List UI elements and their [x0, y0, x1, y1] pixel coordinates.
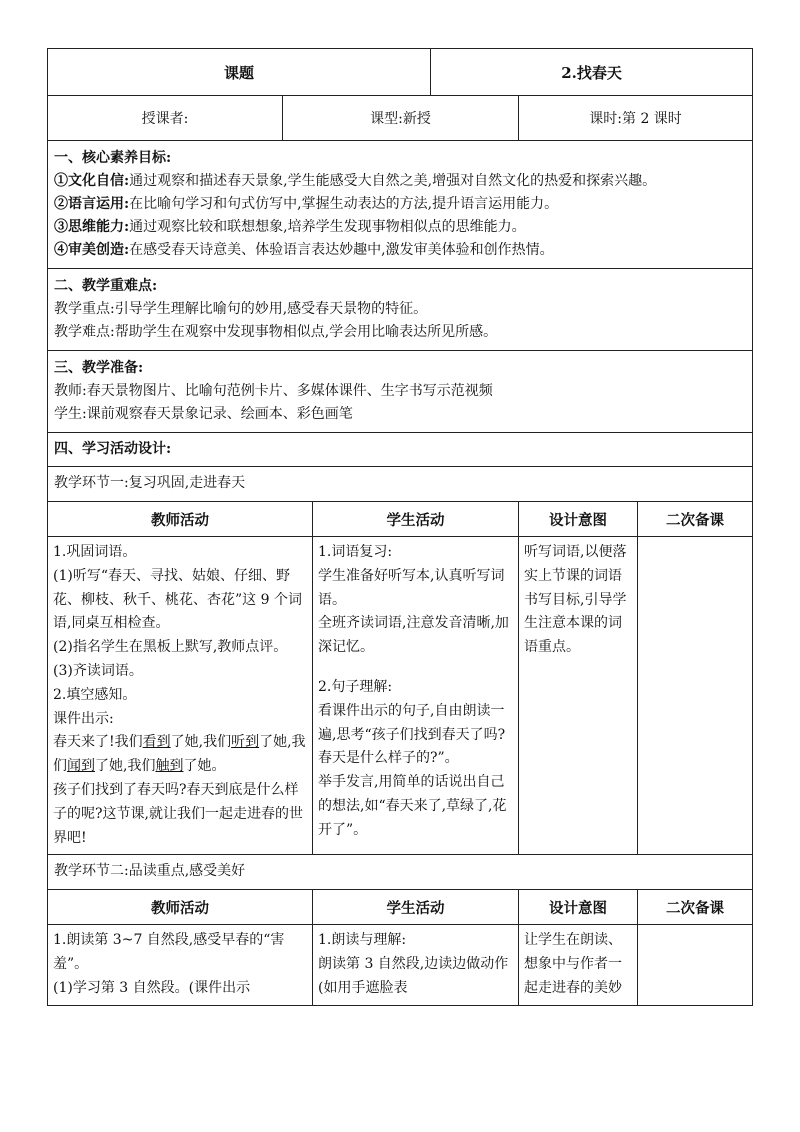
section-heading: 一、核心素养目标:: [54, 150, 172, 166]
student-activity-cell: 1.词语复习: 学生准备好听写本,认真听写词语。 全班齐读词语,注意发音清晰,加深记忆。 2.句子理解: 看课件出示的句子,自由朗读一遍,思考“孩子们找到春天了吗?春天是什么样子的?”。 举手发言,用简单的话说出自己的想法,如“春天来了,草绿了,花开了”。: [313, 537, 519, 855]
period-cell: 课时:第 2 课时: [519, 96, 753, 141]
teacher-activity-cell: 1.巩固词语。 (1)听写“春天、寻找、姑娘、仔细、野花、柳枝、秋千、桃花、杏花”这 9 个词语,同桌互相检查。 (2)指名学生在黑板上默写,教师点评。 (3)齐读词语。 2.填空感知。 课件出示: 春天来了!我们看到了她,我们听到了她,我们闻到了她,我们触到了她。 孩子们找到了春天吗?春天到底是什么样子的呢?这节课,就让我们一起走进春的世界吧!: [48, 537, 313, 855]
student-activity-cell: 1.朗读与理解: 朗读第 3 自然段,边读边做动作(如用手遮脸表: [313, 925, 519, 1005]
section-preparation: [48, 351, 753, 433]
col-teacher-activity: 教师活动: [48, 890, 313, 925]
section-heading: 二、教学重难点:: [54, 278, 158, 294]
column-header-row: [48, 890, 753, 925]
key-point-line: 教学重点:引导学生理解比喻句的妙用,感受春天景物的特征。: [54, 301, 428, 317]
design-intent-cell: 让学生在朗读、想象中与作者一起走进春的美妙: [519, 925, 638, 1005]
phase-title: 教学环节二:品读重点,感受美好: [48, 855, 753, 890]
phase-title: 教学环节一:复习巩固,走进春天: [48, 467, 753, 502]
section-objectives: [48, 141, 753, 269]
column-header-row: [48, 502, 753, 537]
phase2-content-row: [48, 925, 753, 1005]
section-key-points: [48, 269, 753, 351]
second-prep-cell: [638, 537, 753, 855]
preparation-line: 教师:春天景物图片、比喻句范例卡片、多媒体课件、生字书写示范视频: [54, 383, 493, 399]
lesson-plan-page: [47, 48, 752, 1006]
teacher-activity-cell: 1.朗读第 3~7 自然段,感受早春的“害羞”。 (1)学习第 3 自然段。(课件出示: [48, 925, 313, 1005]
col-second-prep: 二次备课: [638, 502, 753, 537]
preparation-line: 学生:课前观察春天景象记录、绘画本、彩色画笔: [54, 406, 353, 422]
key-point-line: 教学难点:帮助学生在观察中发现事物相似点,学会用比喻表达所见所感。: [54, 324, 498, 340]
col-second-prep: 二次备课: [638, 890, 753, 925]
phase1-title-row: [48, 467, 753, 502]
phase2-title-row: [48, 855, 753, 890]
phase1-content-row: [48, 537, 753, 855]
lesson-type-cell: 课型:新授: [283, 96, 519, 141]
design-intent-cell: 听写词语,以便落实上节课的词语书写目标,引导学生注意本课的词语重点。: [519, 537, 638, 855]
objective-item: ②语言运用:在比喻句学习和句式仿写中,掌握生动表达的方法,提升语言运用能力。: [54, 196, 559, 212]
fill-in-sentence: 春天来了!我们看到了她,我们听到了她,我们闻到了她,我们触到了她。: [53, 734, 306, 775]
objective-item: ③思维能力:通过观察比较和联想想象,培养学生发现事物相似点的思维能力。: [54, 219, 526, 235]
col-teacher-activity: 教师活动: [48, 502, 313, 537]
title-label: 课题: [48, 49, 431, 96]
teacher-cell: 授课者:: [48, 96, 283, 141]
info-row: [48, 96, 753, 141]
section-activities: [48, 433, 753, 467]
col-design-intent: 设计意图: [519, 890, 638, 925]
lesson-plan-table: [47, 48, 753, 1006]
col-student-activity: 学生活动: [313, 890, 519, 925]
col-design-intent: 设计意图: [519, 502, 638, 537]
objective-item: ①文化自信:通过观察和描述春天景象,学生能感受大自然之美,增强对自然文化的热爱和探索兴趣。: [54, 173, 657, 189]
title-value: 2.找春天: [431, 49, 753, 96]
second-prep-cell: [638, 925, 753, 1005]
col-student-activity: 学生活动: [313, 502, 519, 537]
title-row: [48, 49, 753, 96]
section-heading: 三、教学准备:: [54, 360, 144, 376]
section-heading: 四、学习活动设计:: [54, 441, 172, 457]
objective-item: ④审美创造:在感受春天诗意美、体验语言表达妙趣中,激发审美体验和创作热情。: [54, 242, 554, 258]
